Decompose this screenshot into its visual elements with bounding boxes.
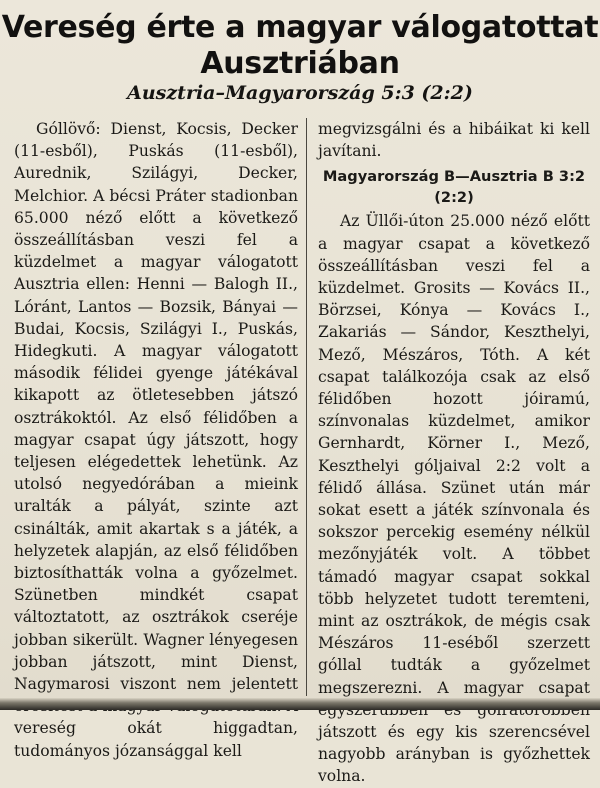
b-match-text: Az Üllői-úton 25.000 néző előtt a magyar csapat a következő összeállításban veszi fel a küzdelmet. Grosits — Kovács II., Börzsei, Kónya — Kovács I., Zakariás — Sándor, Keszthelyi, Mező, Mészáros, Tóth. A két csapat találkozója csak az első félidőben hozott jóiramú, színvonalas küzdelmet, amikor Gernhardt, Körner I., Mező, Keszthelyi góljaival 2:2 volt a félidő állása. Szünet után már sokat esett a játék színvonala és sokszor percekig esemény nélkül mezőnyjáték volt. A többet támadó magyar csapat sokkal több helyzetet tudott teremteni, mint az osztrákok, de mégis csak Mészáros 11-eséből szerzett góllal tudták a győzelmet megszerezni. A magyar csapat játszott és egy kis szerencsével nagyobb arányban is győzhettek volna.: [318, 212, 590, 786]
continuation-text: megvizsgálni és a hibáikat ki kell javítani.: [318, 120, 590, 161]
left-column-text: Góllövő: Dienst, Kocsis, Decker (11-esből), Puskás (11-esből), Aurednik, Szilágyi, Decker, Melchior. A bécsi Práter stadionban 65.000 néző előtt a következő összeállításban veszi fel a küzdelmet a magyar válogatott Ausztria ellen: Henni — Balogh II., Lóránt, Lantos — Bozsik, Bányai — Budai, Kocsis, Szilágyi I., Puskás, Hidegkuti. A magyar válogatott második félidei gyenge játékával kikapott az ötletesebben játszó osztrákoktól. Az első félidőben a magyar csapat úgy játszott, hogy teljesen elégedettek lehetünk. Az utolsó negyedórában a mieink uralták a pályát, szinte azt csinálták, amit akartak s a játék, a helyzetek alapján, az első félidőben biztosíthatták volna a győzelmet. Szünetben mindkét csapat változtatott, az osztrákok cseréje jobban sikerült. Wagner lényegesen jobban játszott, mint Dienst, Nagymarosi viszont nem jelentett vereség okát higgadtan, tudományos józansággal kell: [14, 120, 298, 760]
article-headline: Vereség érte a magyar válogatottat Ausztriában: [1, 10, 599, 81]
left-column: [14, 118, 298, 762]
column-divider: [306, 118, 307, 696]
right-column: [318, 118, 590, 788]
next-article-edge: [0, 698, 600, 710]
match-result-subhead: Ausztria–Magyarország 5:3 (2:2): [127, 82, 473, 104]
b-match-title: Magyarország B—Ausztria B 3:2 (2:2): [322, 168, 586, 207]
